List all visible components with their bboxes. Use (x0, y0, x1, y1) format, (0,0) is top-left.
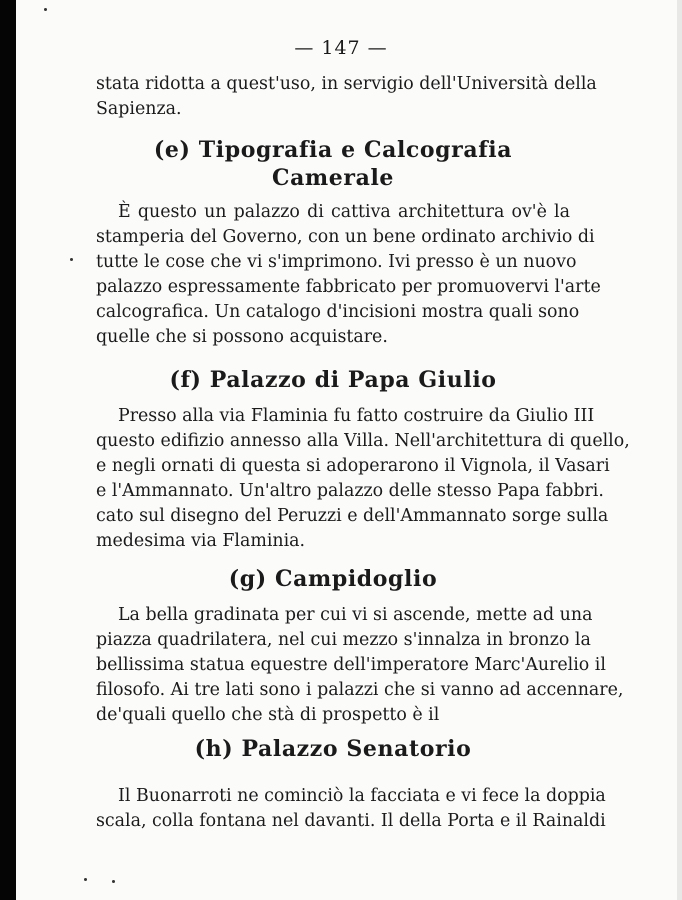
text-line: calcografica. Un catalogo d'incisioni mostra quali sono (96, 302, 580, 322)
heading-line: Camerale (271, 165, 395, 191)
intro-paragraph (96, 72, 597, 122)
section-paragraph-h (96, 784, 606, 834)
text-line: Presso alla via Flaminia fu fatto costruire da Giulio III (118, 406, 595, 426)
section-paragraph-e (96, 200, 601, 350)
text-line: e negli ornati di questa si adoperarono il Vignola, il Vasari (96, 456, 610, 476)
page-number: — 147 — (294, 37, 388, 59)
text-line: filosofo. Ai tre lati sono i palazzi che si vanno ad accennare, (96, 680, 624, 700)
section-heading-f: (f) Palazzo di Papa Giulio (169, 367, 497, 393)
text-line: bellissima statua equestre dell'imperatore Marc'Aurelio il (96, 655, 606, 675)
text-line: palazzo espressamente fabbricato per promuovervi l'arte (96, 277, 601, 297)
scan-speck (112, 880, 115, 883)
text-line: Il Buonarroti ne cominciò la facciata e vi fece la doppia (118, 786, 606, 806)
text-line: piazza quadrilatera, nel cui mezzo s'innalza in bronzo la (96, 630, 591, 650)
text-line: La bella gradinata per cui vi si ascende, mette ad una (118, 605, 593, 625)
text-line: stamperia del Governo, con un bene ordinato archivio di (96, 227, 595, 247)
scan-right-edge (677, 0, 682, 900)
text-line: scala, colla fontana nel davanti. Il della Porta e il Rainaldi (96, 811, 606, 831)
text-line: tutte le cose che vi s'imprimono. Ivi presso è un nuovo (96, 252, 577, 272)
text-line: de'quali quello che stà di prospetto è il (96, 705, 440, 725)
scan-speck (70, 258, 73, 261)
section-heading-g: (g) Campidoglio (228, 566, 438, 592)
text-line: quelle che si possono acquistare. (96, 327, 388, 347)
section-paragraph-g (96, 603, 624, 728)
section-heading-e (96, 136, 570, 192)
text-line: cato sul disegno del Peruzzi e dell'Ammannato sorge sulla (96, 506, 609, 526)
text-line: questo edifizio annesso alla Villa. Nell'architettura di quello, (96, 431, 630, 451)
scan-speck (84, 878, 87, 881)
section-paragraph-f (96, 404, 630, 554)
section-heading-h: (h) Palazzo Senatorio (194, 736, 472, 762)
text-line: È questo un palazzo di cattiva architettura ov'è la (118, 202, 570, 222)
text-line: Sapienza. (96, 99, 182, 119)
scan-speck (44, 8, 47, 11)
heading-line: (e) Tipografia e Calcografia (153, 137, 513, 163)
scan-left-edge (0, 0, 16, 900)
text-line: medesima via Flaminia. (96, 531, 306, 551)
text-line: stata ridotta a quest'uso, in servigio dell'Università della (96, 74, 597, 94)
text-line: e l'Ammannato. Un'altro palazzo delle stesso Papa fabbri. (96, 481, 604, 501)
